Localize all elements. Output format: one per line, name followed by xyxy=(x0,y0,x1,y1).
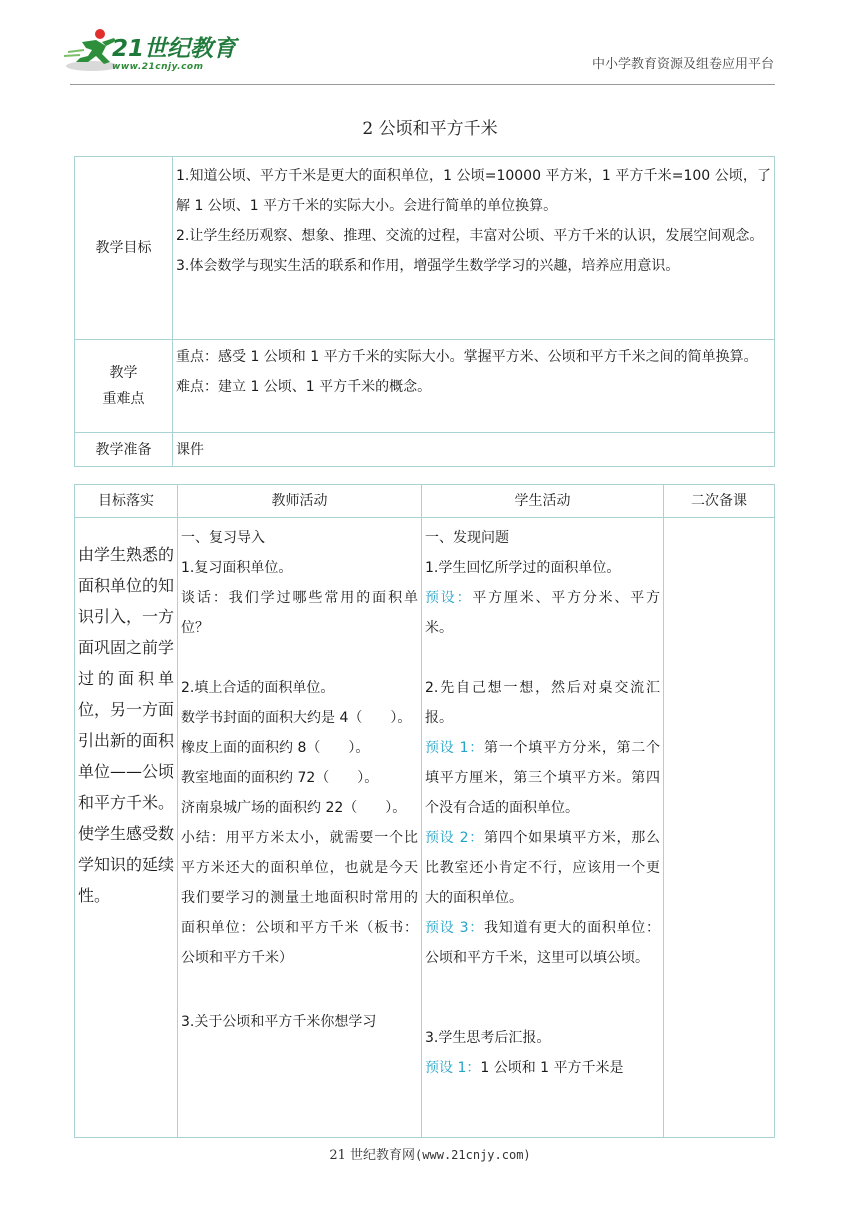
prep-row xyxy=(75,433,775,467)
header-teacher: 教师活动 xyxy=(178,485,422,518)
student-section: 一、发现问题 xyxy=(425,530,509,546)
teacher-item-3: 3.关于公顷和平方千米你想学习 xyxy=(181,1014,377,1030)
keypoints-cell xyxy=(173,340,775,433)
teacher-item-2: 2.填上合适的面积单位。 xyxy=(181,680,335,696)
goal-3: 3.体会数学与现实生活的联系和作用，增强学生数学学习的兴趣，培养应用意识。 xyxy=(176,258,680,274)
lesson-plan-table xyxy=(74,484,775,1138)
keypoints-row xyxy=(75,340,775,433)
preset-3-text: 我知道有更大的面积单位：公顷和平方千米，这里可以填公顷。 xyxy=(425,920,661,966)
preset-2-label: 预设 2： xyxy=(425,830,484,846)
header-revision: 二次备课 xyxy=(664,485,775,518)
header-student: 学生活动 xyxy=(422,485,664,518)
fill-question-1: 数学书封面的面积大约是 4（ ）。 xyxy=(181,710,412,726)
page-title: 2 公顷和平方千米 xyxy=(362,119,498,139)
student-item-1: 1.学生回忆所学过的面积单位。 xyxy=(425,560,621,576)
preset-3-label: 预设 3： xyxy=(425,920,484,936)
keypoint-1: 重点：感受 1 公顷和 1 平方千米的实际大小。掌握平方米、公顷和平方千米之间的简单换算。 xyxy=(176,349,758,365)
fill-question-4: 济南泉城广场的面积约 22（ ）。 xyxy=(181,800,407,816)
header-goal: 目标落实 xyxy=(75,485,178,518)
teacher-activity xyxy=(178,518,422,1138)
preset-1-text: 第一个填平方分米，第二个填平方厘米，第三个填平方米。第四个没有合适的面积单位。 xyxy=(425,740,661,816)
preset-text: 平方厘米、平方分米、平方米。 xyxy=(425,590,661,636)
student-preset-4 xyxy=(425,1053,660,1083)
plan-body-row xyxy=(75,518,775,1138)
student-preset-2 xyxy=(425,823,660,913)
revision-cell xyxy=(664,518,775,1138)
student-preset-1 xyxy=(425,733,660,823)
page-footer xyxy=(0,1144,860,1163)
goal-implementation: 由学生熟悉的面积单位的知识引入，一方面巩固之前学过的面积单位，另一方面引出新的面积单位——公顷和平方千米。使学生感受数学知识的延续性。 xyxy=(75,518,178,1138)
teacher-summary: 小结：用平方米太小，就需要一个比平方米还大的面积单位，也就是今天我们要学习的测量土地面积时常用的面积单位：公顷和平方千米（板书：公顷和平方千米） xyxy=(181,830,418,966)
footer-site: 21 世纪教育网 xyxy=(329,1148,416,1163)
goal-1: 1.知道公顷、平方千米是更大的面积单位，1 公顷=10000 平方米，1 平方千米=100 公顷，了解 1 公顷、1 平方千米的实际大小。会进行简单的单位换算。 xyxy=(176,168,771,214)
goals-cell xyxy=(173,157,775,340)
prep-value: 课件 xyxy=(173,433,775,467)
preset-4-label: 预设 1： xyxy=(425,1060,481,1076)
goals-label: 教学目标 xyxy=(75,157,173,340)
teacher-item-1: 1.复习面积单位。 xyxy=(181,560,293,576)
fill-question-3: 教室地面的面积约 72（ ）。 xyxy=(181,770,379,786)
logo-text: 21世纪教育 xyxy=(112,36,237,62)
keypoints-label-2: 重难点 xyxy=(102,391,145,407)
student-preset xyxy=(425,583,660,643)
student-activity xyxy=(422,518,664,1138)
keypoints-label-1: 教学 xyxy=(109,365,138,381)
goal-2: 2.让学生经历观察、想象、推理、交流的过程，丰富对公顷、平方千米的认识，发展空间观念。 xyxy=(176,228,764,244)
page-header xyxy=(0,0,860,90)
preset-4-text: 1 公顷和 1 平方千米是 xyxy=(480,1060,624,1076)
student-item-3: 3.学生思考后汇报。 xyxy=(425,1030,551,1046)
goals-row xyxy=(75,157,775,340)
plan-header-row xyxy=(75,485,775,518)
header-divider xyxy=(70,84,775,85)
preset-2-text: 第四个如果填平方米，那么比教室还小肯定不行，应该用一个更大的面积单位。 xyxy=(425,830,661,906)
platform-name: 中小学教育资源及组卷应用平台 xyxy=(591,57,774,72)
info-table xyxy=(74,156,775,467)
footer-url: (www.21cnjy.com) xyxy=(415,1148,531,1162)
student-item-2: 2.先自己想一想，然后对桌交流汇报。 xyxy=(425,680,660,726)
fill-question-2: 橡皮上面的面积约 8（ ）。 xyxy=(181,740,370,756)
student-preset-3 xyxy=(425,913,660,973)
preset-label: 预设： xyxy=(425,590,473,606)
prep-label: 教学准备 xyxy=(75,433,173,467)
logo-url: www.21cnjy.com xyxy=(112,62,204,72)
teacher-talk: 谈话：我们学过哪些常用的面积单位？ xyxy=(181,590,418,636)
keypoint-2: 难点：建立 1 公顷、1 平方千米的概念。 xyxy=(176,379,432,395)
teacher-section: 一、复习导入 xyxy=(181,530,265,546)
keypoints-label xyxy=(75,340,173,433)
preset-1-label: 预设 1： xyxy=(425,740,484,756)
